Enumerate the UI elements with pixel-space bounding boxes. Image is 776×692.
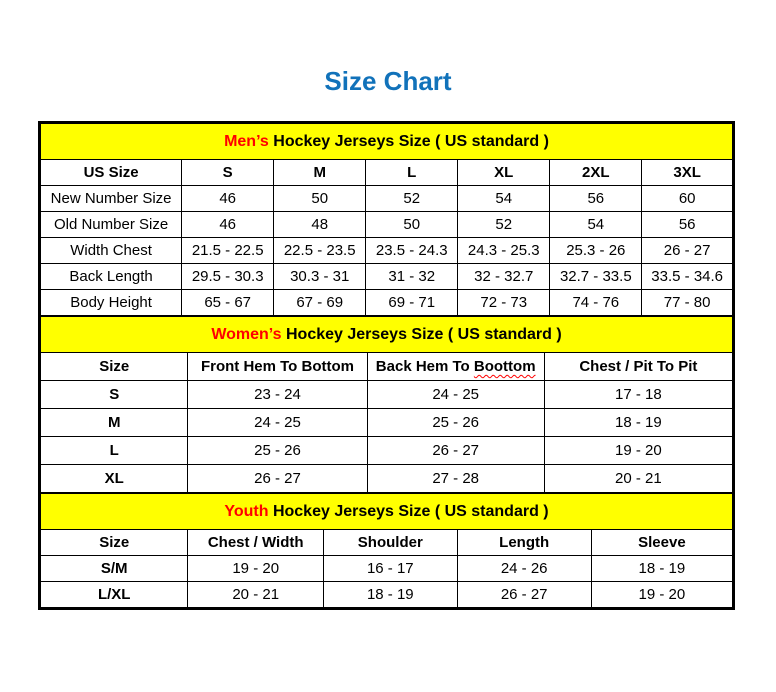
column-header: US Size — [41, 160, 182, 186]
column-header: XL — [458, 160, 550, 186]
cell-value: 54 — [550, 212, 642, 238]
row-label: S/M — [41, 556, 188, 582]
mens-header-row — [41, 160, 733, 186]
cell-value: 77 - 80 — [642, 290, 733, 316]
cell-value: 18 - 19 — [544, 409, 732, 437]
youth-size-table — [40, 493, 733, 608]
cell-value: 46 — [182, 212, 274, 238]
table-row — [41, 264, 733, 290]
cell-value: 26 - 27 — [367, 437, 544, 465]
cell-value: 24 - 25 — [367, 381, 544, 409]
cell-value: 23 - 24 — [188, 381, 367, 409]
cell-value: 19 - 20 — [591, 582, 732, 608]
womens-size-table — [40, 316, 733, 493]
cell-value: 32 - 32.7 — [458, 264, 550, 290]
cell-value: 26 - 27 — [188, 465, 367, 493]
row-label: New Number Size — [41, 186, 182, 212]
cell-value: 26 - 27 — [457, 582, 591, 608]
row-label: XL — [41, 465, 188, 493]
column-header: Back Hem To Boottom — [367, 353, 544, 381]
cell-value: 32.7 - 33.5 — [550, 264, 642, 290]
cell-value: 67 - 69 — [274, 290, 366, 316]
mens-title-rest: Hockey Jerseys Size ( US standard ) — [268, 132, 549, 150]
column-header: Size — [41, 530, 188, 556]
cell-value: 25.3 - 26 — [550, 238, 642, 264]
table-row — [41, 582, 733, 608]
womens-section-title — [41, 317, 733, 353]
table-row — [41, 556, 733, 582]
cell-value: 23.5 - 24.3 — [366, 238, 458, 264]
column-header: Sleeve — [591, 530, 732, 556]
cell-value: 52 — [366, 186, 458, 212]
womens-caption-row — [41, 317, 733, 353]
cell-value: 16 - 17 — [324, 556, 458, 582]
column-header: S — [182, 160, 274, 186]
cell-value: 18 - 19 — [324, 582, 458, 608]
row-label: L/XL — [41, 582, 188, 608]
cell-value: 72 - 73 — [458, 290, 550, 316]
youth-section-title — [41, 494, 733, 530]
cell-value: 50 — [366, 212, 458, 238]
cell-value: 60 — [642, 186, 733, 212]
cell-value: 25 - 26 — [367, 409, 544, 437]
cell-value: 18 - 19 — [591, 556, 732, 582]
table-row — [41, 212, 733, 238]
cell-value: 21.5 - 22.5 — [182, 238, 274, 264]
cell-value: 19 - 20 — [544, 437, 732, 465]
cell-value: 27 - 28 — [367, 465, 544, 493]
cell-value: 54 — [458, 186, 550, 212]
cell-value: 31 - 32 — [366, 264, 458, 290]
row-label: S — [41, 381, 188, 409]
column-header: Shoulder — [324, 530, 458, 556]
cell-value: 33.5 - 34.6 — [642, 264, 733, 290]
table-row — [41, 290, 733, 316]
row-label: Back Length — [41, 264, 182, 290]
cell-value: 52 — [458, 212, 550, 238]
column-header: Chest / Width — [188, 530, 324, 556]
row-label: Width Chest — [41, 238, 182, 264]
cell-value: 17 - 18 — [544, 381, 732, 409]
table-row — [41, 409, 733, 437]
table-row — [41, 437, 733, 465]
youth-caption-row — [41, 494, 733, 530]
cell-value: 20 - 21 — [544, 465, 732, 493]
mens-section-title — [41, 124, 733, 160]
cell-value: 26 - 27 — [642, 238, 733, 264]
mens-title-highlight: Men’s — [224, 132, 269, 150]
column-header: Chest / Pit To Pit — [544, 353, 732, 381]
cell-value: 56 — [642, 212, 733, 238]
youth-title-highlight: Youth — [224, 502, 269, 520]
table-row — [41, 186, 733, 212]
cell-value: 22.5 - 23.5 — [274, 238, 366, 264]
cell-value: 69 - 71 — [366, 290, 458, 316]
youth-header-row — [41, 530, 733, 556]
row-label: L — [41, 437, 188, 465]
column-header: Size — [41, 353, 188, 381]
cell-value: 20 - 21 — [188, 582, 324, 608]
row-label: Body Height — [41, 290, 182, 316]
cell-value: 65 - 67 — [182, 290, 274, 316]
column-header: Front Hem To Bottom — [188, 353, 367, 381]
cell-value: 25 - 26 — [188, 437, 367, 465]
column-header: Length — [457, 530, 591, 556]
mens-caption-row — [41, 124, 733, 160]
column-header: L — [366, 160, 458, 186]
cell-value: 29.5 - 30.3 — [182, 264, 274, 290]
cell-value: 56 — [550, 186, 642, 212]
cell-value: 24.3 - 25.3 — [458, 238, 550, 264]
column-header: 3XL — [642, 160, 733, 186]
cell-value: 30.3 - 31 — [274, 264, 366, 290]
womens-header-row — [41, 353, 733, 381]
mens-size-table — [40, 123, 733, 316]
youth-title-rest: Hockey Jerseys Size ( US standard ) — [268, 502, 549, 520]
cell-value: 19 - 20 — [188, 556, 324, 582]
table-row — [41, 238, 733, 264]
cell-value: 48 — [274, 212, 366, 238]
size-tables — [38, 121, 735, 610]
cell-value: 46 — [182, 186, 274, 212]
cell-value: 74 - 76 — [550, 290, 642, 316]
page-title: Size Chart — [324, 66, 452, 96]
row-label: Old Number Size — [41, 212, 182, 238]
womens-title-rest: Hockey Jerseys Size ( US standard ) — [281, 325, 562, 343]
cell-value: 50 — [274, 186, 366, 212]
spellcheck-underline: Boottom — [473, 358, 536, 375]
column-header: M — [274, 160, 366, 186]
column-header: 2XL — [550, 160, 642, 186]
table-row — [41, 465, 733, 493]
row-label: M — [41, 409, 188, 437]
womens-title-highlight: Women’s — [211, 325, 282, 343]
cell-value: 24 - 25 — [188, 409, 367, 437]
table-row — [41, 381, 733, 409]
cell-value: 24 - 26 — [457, 556, 591, 582]
